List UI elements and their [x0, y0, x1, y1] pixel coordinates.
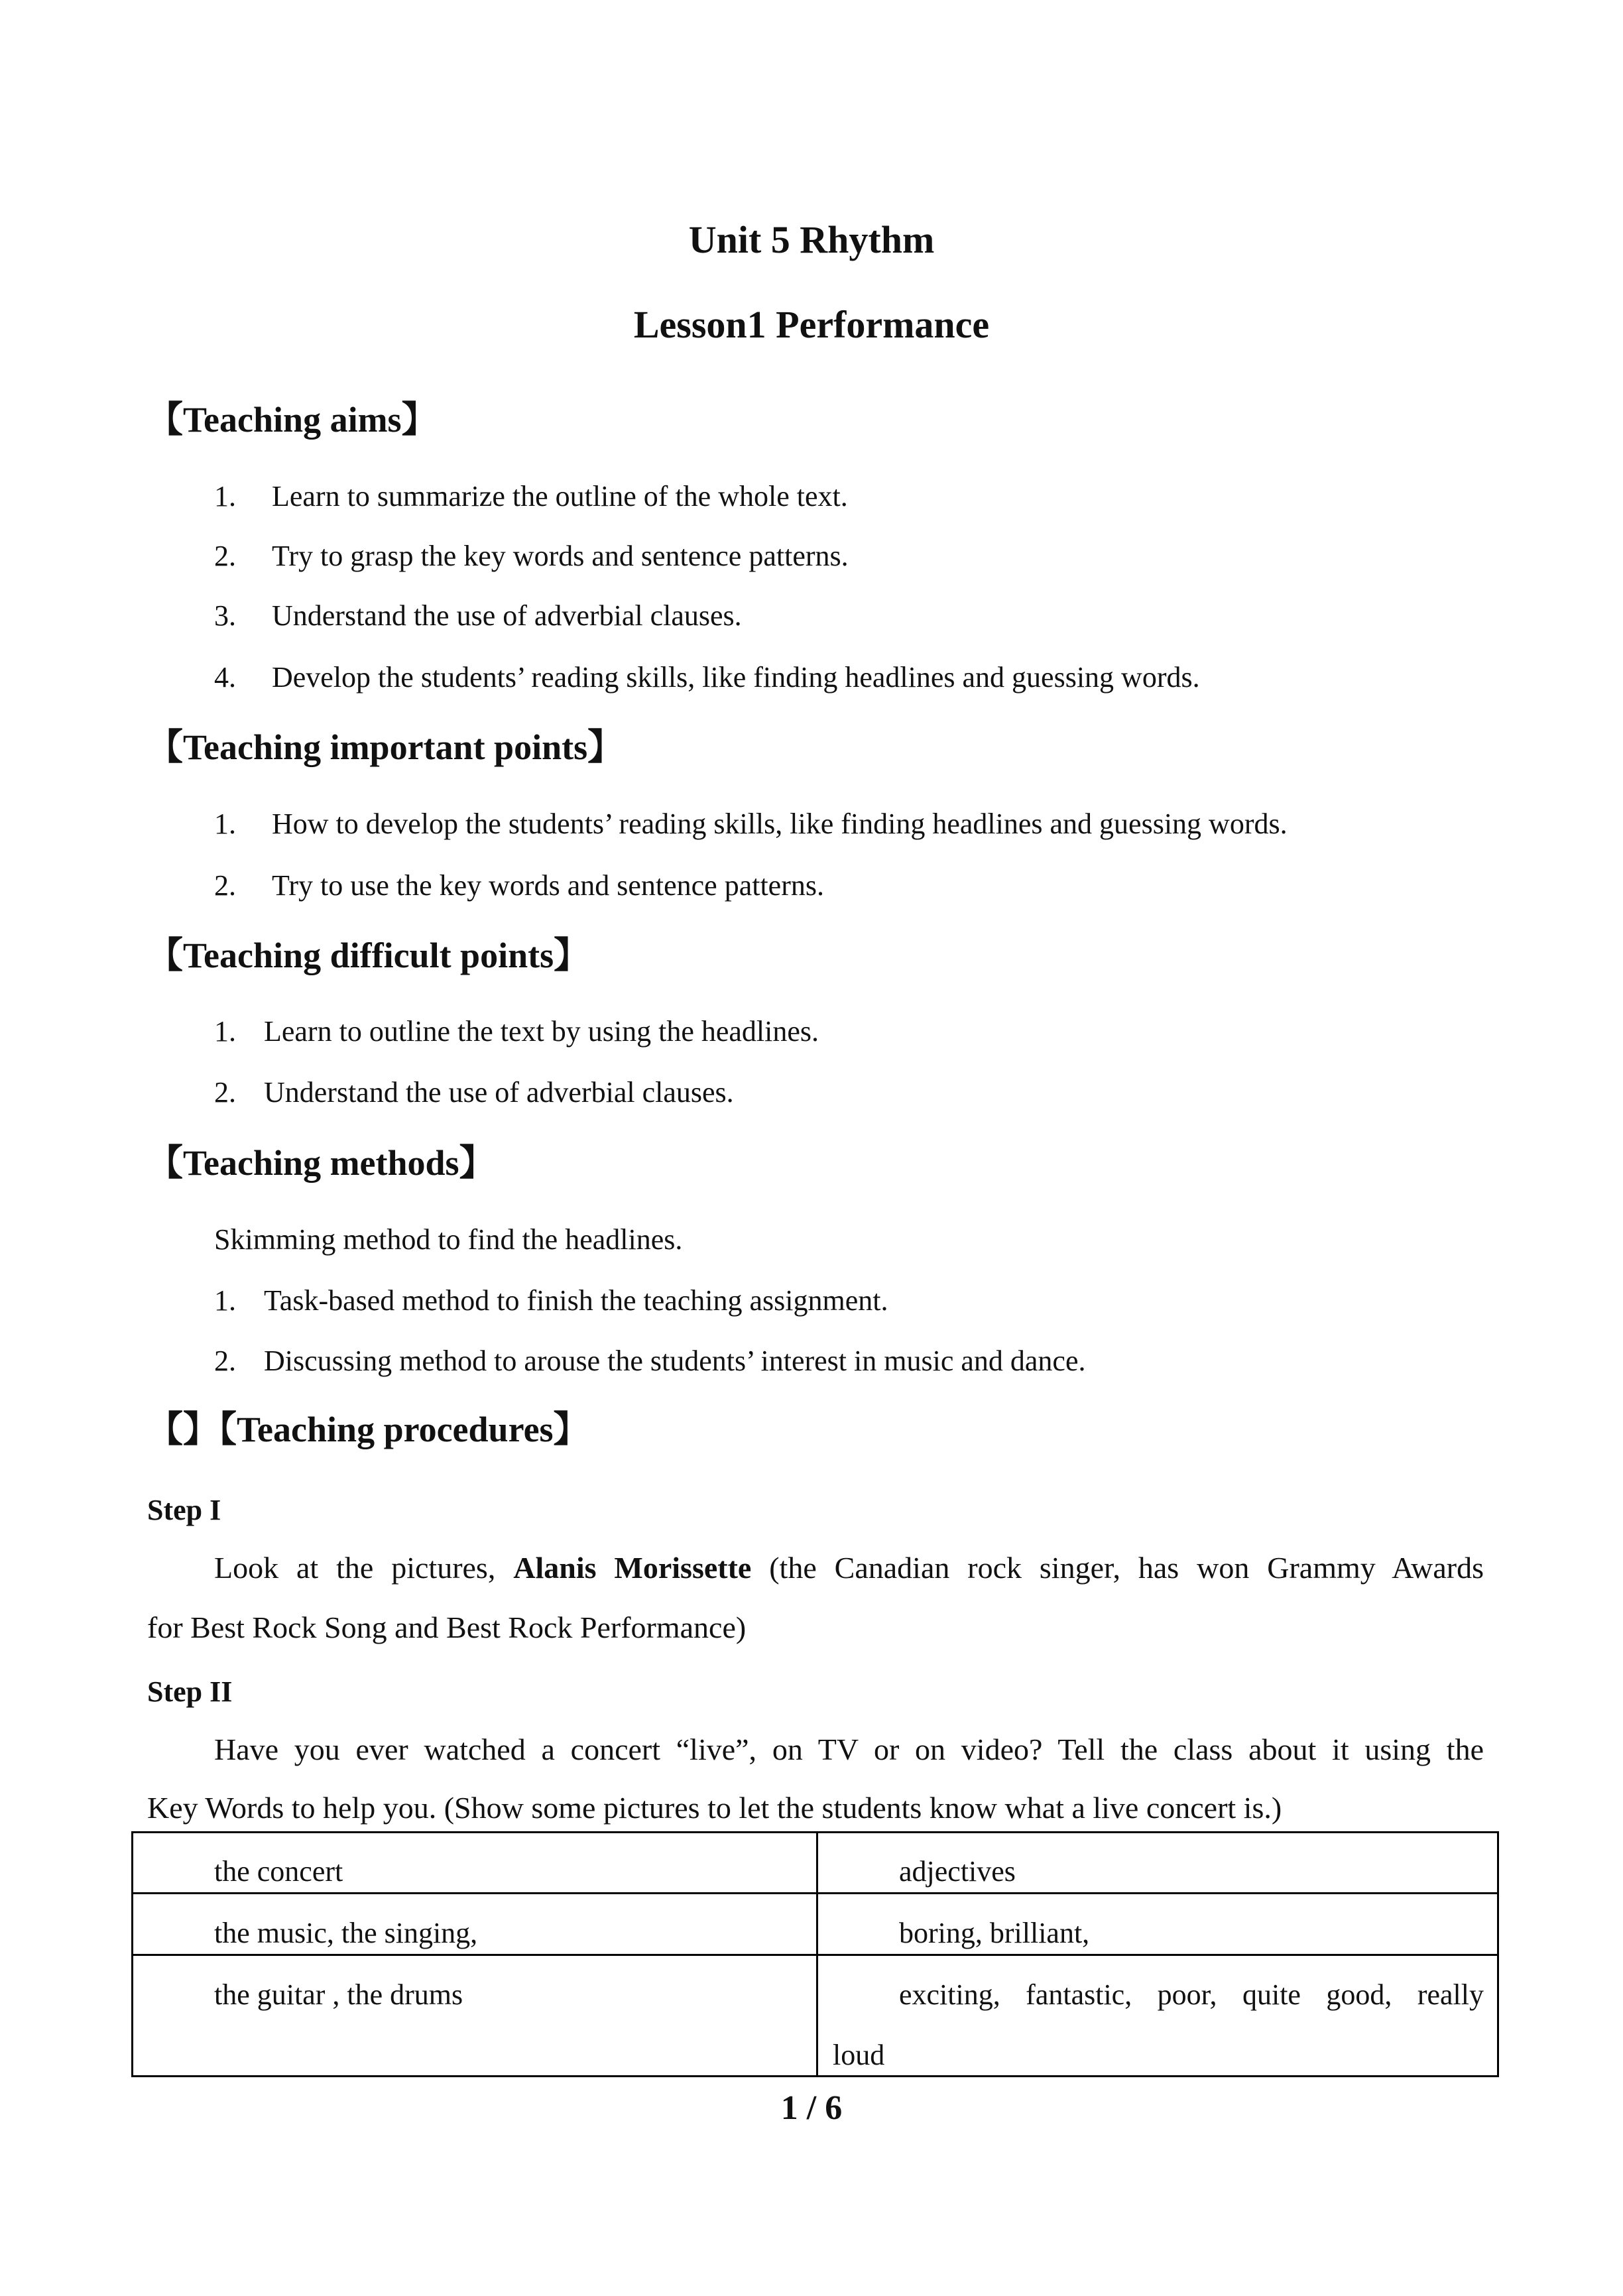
list-item: Task-based method to finish the teaching assignment. — [264, 1284, 888, 1317]
table-cell: exciting, fantastic, poor, quite good, really loud — [817, 1955, 1498, 2077]
step-2-line-1: Have you ever watched a concert “live”, on TV or on video? Tell the class about it using the — [214, 1732, 1484, 1766]
step-1-paragraph — [147, 1550, 1484, 1585]
table-cell: the music, the singing, — [133, 1894, 817, 1955]
step-2-label: Step II — [147, 1675, 233, 1708]
list-number: 3. — [214, 599, 236, 632]
page-number: 1 / 6 — [780, 2089, 843, 2127]
step-1-text: Look at the pictures, — [214, 1551, 514, 1585]
step-2-line-2: Key Words to help you. (Show some pictures to let the students know what a live concert is.) — [147, 1791, 1282, 1825]
heading-important-points: 【Teaching important points】 — [147, 727, 624, 767]
list-item: Understand the use of adverbial clauses. — [264, 1076, 734, 1109]
table-row — [133, 1955, 1498, 2077]
list-number: 1. — [214, 480, 236, 513]
heading-teaching-procedures: 【】【Teaching procedures】 — [147, 1410, 589, 1449]
table-cell: the guitar , the drums — [133, 1955, 817, 2077]
heading-teaching-aims: 【Teaching aims】 — [147, 400, 438, 440]
list-item: Learn to outline the text by using the headlines. — [264, 1015, 819, 1048]
list-number: 2. — [214, 1076, 236, 1109]
list-number: 2. — [214, 869, 236, 902]
list-number: 2. — [214, 540, 236, 572]
step-1-line-2: for Best Rock Song and Best Rock Performance) — [147, 1610, 747, 1644]
step-1-label: Step I — [147, 1494, 221, 1526]
list-item: Try to grasp the key words and sentence patterns. — [272, 540, 849, 572]
list-number: 1. — [214, 1015, 236, 1048]
list-item: Discussing method to arouse the students’ interest in music and dance. — [264, 1345, 1086, 1377]
heading-teaching-methods: 【Teaching methods】 — [147, 1143, 495, 1183]
table-cell: boring, brilliant, — [817, 1894, 1498, 1955]
artist-name: Alanis Morissette — [513, 1551, 752, 1585]
list-number: 2. — [214, 1345, 236, 1377]
lesson-title: Lesson1 Performance — [633, 303, 990, 346]
list-item: Develop the students’ reading skills, like finding headlines and guessing words. — [272, 661, 1200, 694]
document-title: Unit 5 Rhythm — [688, 218, 935, 261]
key-words-table — [131, 1831, 1499, 2077]
list-number: 1. — [214, 1284, 236, 1317]
list-item: Learn to summarize the outline of the whole text. — [272, 480, 848, 513]
list-number: 1. — [214, 808, 236, 840]
table-row — [133, 1894, 1498, 1955]
list-item: How to develop the students’ reading skills, like finding headlines and guessing words. — [272, 808, 1288, 840]
table-cell: adjectives — [817, 1833, 1498, 1894]
heading-difficult-points: 【Teaching difficult points】 — [147, 936, 590, 975]
list-number: 4. — [214, 661, 236, 694]
table-row — [133, 1833, 1498, 1894]
step-1-text-cont: (the Canadian rock singer, has won Grammy Awards — [751, 1551, 1484, 1585]
methods-intro: Skimming method to find the headlines. — [214, 1223, 683, 1256]
list-item: Try to use the key words and sentence patterns. — [272, 869, 824, 902]
list-item: Understand the use of adverbial clauses. — [272, 599, 742, 632]
table-cell: the concert — [133, 1833, 817, 1894]
